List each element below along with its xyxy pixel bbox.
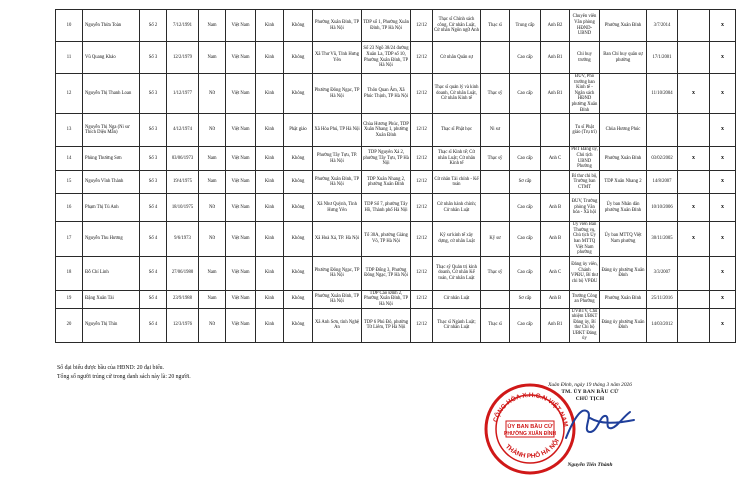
table-cell: 17 bbox=[56, 222, 83, 257]
table-cell: Anh B bbox=[541, 290, 570, 308]
table-cell: Thôn Quan Âm, Xã Phúc Thịnh, TP Hà Nội bbox=[362, 74, 411, 114]
table-cell: Nữ bbox=[199, 194, 226, 222]
table-cell: UVBTV, Chủ nhiệm UBKT Đảng ủy, Bí thư Chi bộ UBKT Đảng ủy bbox=[570, 308, 600, 343]
table-cell: Cao cấp bbox=[510, 222, 541, 257]
table-cell: Vũ Quang Khảo bbox=[83, 42, 140, 74]
table-cell: Phường Xuân Đỉnh bbox=[600, 147, 647, 171]
table-cell: Kinh bbox=[256, 147, 284, 171]
table-cell: Cử nhân Luật bbox=[433, 290, 481, 308]
table-cell: Cao cấp bbox=[510, 42, 541, 74]
table-cell: Thạc sĩ bbox=[481, 10, 510, 42]
table-cell: Việt Nam bbox=[226, 256, 256, 290]
table-cell: 1/12/1977 bbox=[167, 74, 199, 114]
table-cell: x bbox=[710, 194, 736, 222]
table-cell: Thạc sỹ Quản trị kinh doanh, Cử nhân Kế toán, Cử nhân Luật bbox=[433, 256, 481, 290]
table-cell: Số 4 bbox=[140, 222, 167, 257]
table-cell: Xã Thư Vũ, Tỉnh Hưng Yên bbox=[313, 42, 362, 74]
table-cell: Tổ 30A, phường Giảng Võ, TP Hà Nội bbox=[362, 222, 411, 257]
table-cell: Nam bbox=[199, 290, 226, 308]
table-cell: Nguyễn Thị Thìn bbox=[83, 308, 140, 343]
table-row bbox=[56, 256, 740, 290]
table-cell: Anh C bbox=[541, 256, 570, 290]
table-cell: 14 bbox=[56, 147, 83, 171]
table-cell: Phường Xuân Đỉnh, TP Hà Nội bbox=[313, 171, 362, 194]
table-cell: Ban Chỉ huy quân sự phường bbox=[600, 42, 647, 74]
table-cell: Kinh bbox=[256, 114, 284, 147]
table-cell: Nam bbox=[199, 42, 226, 74]
table-cell: Thạc sĩ quản lý và kinh doanh, Cử nhân Luật, Cử nhân Kinh tế bbox=[433, 74, 481, 114]
table-cell: Không bbox=[284, 147, 313, 171]
table-cell: 23/9/1988 bbox=[167, 290, 199, 308]
table-cell: 14/8/2007 bbox=[647, 171, 678, 194]
table-cell: Kinh bbox=[256, 308, 284, 343]
table-cell: Số 2 bbox=[140, 10, 167, 42]
table-cell: x bbox=[678, 74, 710, 114]
table-cell: 7/12/1991 bbox=[167, 10, 199, 42]
table-cell: Xã Như Quỳnh, Tỉnh Hưng Yên bbox=[313, 194, 362, 222]
table-cell: 25/11/2016 bbox=[647, 290, 678, 308]
table-cell: Phường Đông Ngạc, TP Hà Nội bbox=[313, 74, 362, 114]
table-cell bbox=[481, 290, 510, 308]
table-cell: Phường Đông Ngạc, TP Hà Nội bbox=[313, 256, 362, 290]
table-cell: Thạc sĩ Phật học bbox=[433, 114, 481, 147]
table-row bbox=[56, 308, 740, 343]
table-cell: Sơ cấp bbox=[510, 290, 541, 308]
table-cell: TDP Đống 3, Phường Đông Ngạc, TP Hà Nội bbox=[362, 256, 411, 290]
table-cell: Ni sư bbox=[481, 114, 510, 147]
table-row bbox=[56, 74, 740, 114]
table-row bbox=[56, 222, 740, 257]
table-cell bbox=[678, 42, 710, 74]
table-cell: Đỗ Chí Linh bbox=[83, 256, 140, 290]
table-cell: TDP số 1, Phường Xuân Đỉnh, TP Hà Nội bbox=[362, 10, 411, 42]
table-cell: 14/03/2012 bbox=[647, 308, 678, 343]
table-cell: 12/12 bbox=[411, 256, 433, 290]
table-cell: 12/12 bbox=[411, 290, 433, 308]
table-cell: Bí thư chi bộ, Trưởng ban CTMT bbox=[570, 171, 600, 194]
table-cell: Kỹ sư kinh tế xây dựng, cử nhân Luật bbox=[433, 222, 481, 257]
sign-role: CHỦ TỊCH bbox=[575, 396, 605, 402]
table-cell: Không bbox=[284, 308, 313, 343]
table-cell: x bbox=[710, 114, 736, 147]
table-cell: 12/12 bbox=[411, 10, 433, 42]
table-cell: Anh B bbox=[541, 222, 570, 257]
table-cell: Cao cấp bbox=[510, 74, 541, 114]
table-cell bbox=[510, 114, 541, 147]
table-cell: Không bbox=[284, 256, 313, 290]
table-cell: x bbox=[710, 42, 736, 74]
table-cell: Cao cấp bbox=[510, 194, 541, 222]
table-cell: 12/12 bbox=[411, 147, 433, 171]
table-cell: x bbox=[710, 222, 736, 257]
table-cell: Số 4 bbox=[140, 290, 167, 308]
table-cell: 3/7/2014 bbox=[647, 10, 678, 42]
table-cell: Việt Nam bbox=[226, 290, 256, 308]
table-cell: Số 3 bbox=[140, 74, 167, 114]
table-cell: Số 4 bbox=[140, 256, 167, 290]
table-cell: Xã Hòa Phú, TP Hà Nội bbox=[313, 114, 362, 147]
table-cell: Số 3 bbox=[140, 171, 167, 194]
table-cell: x bbox=[678, 222, 710, 257]
table-cell: Thạc sĩ Chính sách công, Cử nhân Luật, Cử nhân Ngôn ngữ Anh bbox=[433, 10, 481, 42]
table-cell: Đảng ủy phường Xuân Đỉnh bbox=[600, 256, 647, 290]
table-cell: Kinh bbox=[256, 171, 284, 194]
table-cell: TDP Xuân Nhang 2 bbox=[600, 171, 647, 194]
table-cell: 15 bbox=[56, 171, 83, 194]
table-cell bbox=[481, 171, 510, 194]
table-cell: TDP Nguyên Xá 2, phường Tây Tựu, TP Hà Nội bbox=[362, 147, 411, 171]
table-cell bbox=[678, 256, 710, 290]
table-cell: Cao cấp bbox=[510, 147, 541, 171]
table-cell: x bbox=[710, 74, 736, 114]
table-cell: Nam bbox=[199, 256, 226, 290]
table-cell: Nam bbox=[199, 147, 226, 171]
table-cell bbox=[678, 308, 710, 343]
table-cell: Nam bbox=[199, 171, 226, 194]
table-cell: Anh B1 bbox=[541, 42, 570, 74]
table-cell: Số 4 bbox=[140, 194, 167, 222]
table-cell: Việt Nam bbox=[226, 10, 256, 42]
table-cell: 12/3/1976 bbox=[167, 308, 199, 343]
table-cell: Ủy viên Ban Thường vụ, Chủ tịch Ủy ban MTTQ Việt Nam phường bbox=[570, 222, 600, 257]
table-cell: Việt Nam bbox=[226, 114, 256, 147]
table-cell: Không bbox=[284, 42, 313, 74]
table-cell bbox=[541, 171, 570, 194]
table-cell: Ủy ban MTTQ Việt Nam phường bbox=[600, 222, 647, 257]
table-cell: Đảng ủy viên, Chánh VPĐU, Bí thư chi bộ VPĐU bbox=[570, 256, 600, 290]
table-cell: Trưởng Công an Phường bbox=[570, 290, 600, 308]
table-cell: Thạc sỹ bbox=[481, 256, 510, 290]
table-cell: Nữ bbox=[199, 74, 226, 114]
table-cell: Sơ cấp bbox=[510, 171, 541, 194]
table-cell: Chùa Hương Phúc bbox=[600, 114, 647, 147]
table-cell: Việt Nam bbox=[226, 171, 256, 194]
table-cell: Chuyên viên Văn phòng HĐND-UBND bbox=[570, 10, 600, 42]
table-cell: x bbox=[710, 171, 736, 194]
signer-name: Nguyễn Tiến Thành bbox=[567, 462, 613, 468]
table-cell: Kinh bbox=[256, 222, 284, 257]
table-cell: Kinh bbox=[256, 74, 284, 114]
table-cell: Không bbox=[284, 74, 313, 114]
table-cell: x bbox=[710, 147, 736, 171]
table-cell: Phường Tây Tựu, TP. Hà Nội bbox=[313, 147, 362, 171]
table-cell: Đặng Xuân Tài bbox=[83, 290, 140, 308]
table-cell: Nữ bbox=[199, 114, 226, 147]
table-cell: 10/10/2006 bbox=[647, 194, 678, 222]
svg-text:PHƯỜNG XUÂN ĐỈNH: PHƯỜNG XUÂN ĐỈNH bbox=[503, 431, 557, 437]
table-cell: Việt Nam bbox=[226, 147, 256, 171]
table-cell: Thạc sĩ bbox=[481, 308, 510, 343]
table-cell: Trung cấp bbox=[510, 10, 541, 42]
table-cell bbox=[647, 114, 678, 147]
table-cell: x bbox=[710, 290, 736, 308]
table-cell: 12/12 bbox=[411, 308, 433, 343]
table-cell: ĐUV, Trưởng phòng Văn hóa - Xã hội bbox=[570, 194, 600, 222]
table-cell: Phật giáo bbox=[284, 114, 313, 147]
table-cell: 13 bbox=[56, 114, 83, 147]
table-cell: 19/4/1975 bbox=[167, 171, 199, 194]
table-cell: Xã Hoà Xá, TP. Hà Nội bbox=[313, 222, 362, 257]
table-cell: x bbox=[710, 308, 736, 343]
table-cell: Kinh bbox=[256, 10, 284, 42]
table-cell: 9/6/1973 bbox=[167, 222, 199, 257]
table-row bbox=[56, 171, 740, 194]
table-cell: Việt Nam bbox=[226, 42, 256, 74]
table-cell: Việt Nam bbox=[226, 222, 256, 257]
table-cell: Việt Nam bbox=[226, 308, 256, 343]
table-row bbox=[56, 114, 740, 147]
table-cell: 11 bbox=[56, 42, 83, 74]
table-cell: 12/12 bbox=[411, 194, 433, 222]
table-cell: x bbox=[678, 147, 710, 171]
table-cell: Không bbox=[284, 10, 313, 42]
table-cell: Chỉ huy trưởng bbox=[570, 42, 600, 74]
sign-org: TM. ỦY BAN BẦU CỬ bbox=[561, 389, 619, 395]
table-cell: ĐUV, Phó trưởng ban Kinh tế - Ngân sách HĐND phường Xuân Đỉnh bbox=[570, 74, 600, 114]
table-cell: TDP Xuân Nhang 2, phường Xuân Đỉnh bbox=[362, 171, 411, 194]
table-cell: 17/1/2001 bbox=[647, 42, 678, 74]
table-cell: Nguyễn Thị Nga (Ni sư Thích Diệu Mẫn) bbox=[83, 114, 140, 147]
table-cell: Thạc sĩ Ngành Luật; Cử nhân Luật bbox=[433, 308, 481, 343]
table-cell: x bbox=[678, 194, 710, 222]
table-cell bbox=[481, 194, 510, 222]
table-cell: Anh B1 bbox=[541, 74, 570, 114]
table-cell: Phường Xuân Đỉnh, TP Hà Nội bbox=[313, 10, 362, 42]
table-cell: 19 bbox=[56, 290, 83, 308]
table-cell: Đảng ủy phường Xuân Đỉnh bbox=[600, 308, 647, 343]
table-cell: Cử nhân Tài chính - Kế toán bbox=[433, 171, 481, 194]
table-cell: Kinh bbox=[256, 42, 284, 74]
note-delegates: Số đại biểu được bầu của HĐND: 20 đại biểu. bbox=[57, 365, 164, 371]
table-cell: Số 3 bbox=[140, 147, 167, 171]
table-cell: Phường Xuân Đỉnh bbox=[600, 290, 647, 308]
table-cell: Cử nhân hành chính; Cử nhân Luật bbox=[433, 194, 481, 222]
note-candidates: Tổng số người trúng cử trong danh sách này là: 20 người. bbox=[57, 374, 191, 380]
table-row bbox=[56, 10, 740, 42]
table-cell bbox=[678, 114, 710, 147]
table-cell: Phường Xuân Đỉnh, TP Hà Nội bbox=[313, 290, 362, 308]
table-row bbox=[56, 194, 740, 222]
table-cell: Tu sĩ Phật giáo (Trụ trì) bbox=[570, 114, 600, 147]
table-cell: Kỹ sư bbox=[481, 222, 510, 257]
svg-text:CỘNG HÒA X.H.C.N VIỆT NAM: CỘNG HÒA X.H.C.N VIỆT NAM bbox=[492, 391, 569, 428]
table-cell: 03/06/1973 bbox=[167, 147, 199, 171]
table-cell: Nguyễn Vĩnh Thành bbox=[83, 171, 140, 194]
table-cell: Số 4 bbox=[140, 308, 167, 343]
table-cell: TDP Số 7, phường Tây Hồ, Thành phố Hà Nội bbox=[362, 194, 411, 222]
table-cell: Kinh bbox=[256, 290, 284, 308]
table-cell: Nguyễn Thừa Toàn bbox=[83, 10, 140, 42]
table-cell: Xã Anh Sơn, tỉnh Nghệ An bbox=[313, 308, 362, 343]
table-cell: 27/06/1980 bbox=[167, 256, 199, 290]
table-cell: 16 bbox=[56, 194, 83, 222]
table-cell: 30/11/2005 bbox=[647, 222, 678, 257]
table-cell: 11/10/2004 bbox=[647, 74, 678, 114]
table-cell: Việt Nam bbox=[226, 194, 256, 222]
table-cell bbox=[678, 290, 710, 308]
table-cell bbox=[678, 10, 710, 42]
table-cell: Nguyễn Thu Hương bbox=[83, 222, 140, 257]
table-cell: Việt Nam bbox=[226, 74, 256, 114]
table-cell: Phường Xuân Đỉnh bbox=[600, 10, 647, 42]
table-cell: 12/12 bbox=[411, 171, 433, 194]
svg-text:THÀNH PHỐ HÀ NỘI: THÀNH PHỐ HÀ NỘI bbox=[503, 437, 561, 460]
table-cell: 12/12 bbox=[411, 114, 433, 147]
table-cell: Thạc sĩ Kinh tế; Cử nhân Luật; Cử nhân Kinh tế bbox=[433, 147, 481, 171]
table-cell: Nữ bbox=[199, 222, 226, 257]
table-cell: 12/2/1979 bbox=[167, 42, 199, 74]
table-cell: Thạc sỹ bbox=[481, 147, 510, 171]
table-cell: 18/10/1975 bbox=[167, 194, 199, 222]
table-cell bbox=[600, 74, 647, 114]
table-cell: 18 bbox=[56, 256, 83, 290]
candidate-table bbox=[55, 9, 740, 343]
table-cell: Cử nhân Quân sự bbox=[433, 42, 481, 74]
document-notes bbox=[57, 364, 191, 382]
table-cell: Anh B bbox=[541, 194, 570, 222]
table-cell: Không bbox=[284, 194, 313, 222]
table-cell: Không bbox=[284, 171, 313, 194]
table-cell: PBT Đảng ủy, Chủ tịch UBND Phường bbox=[571, 147, 598, 170]
table-cell: Kinh bbox=[256, 256, 284, 290]
table-row bbox=[56, 290, 740, 308]
table-cell: 12 bbox=[56, 74, 83, 114]
table-cell bbox=[541, 114, 570, 147]
table-row bbox=[56, 147, 740, 171]
table-cell: 20 bbox=[56, 308, 83, 343]
table-cell: Anh C bbox=[541, 147, 570, 171]
table-cell: Cao cấp bbox=[510, 256, 541, 290]
table-cell: Số 3 bbox=[140, 42, 167, 74]
table-cell: Nam bbox=[199, 10, 226, 42]
table-cell: TDP Cáo Đỉnh 2, Phường Xuân Đỉnh, TP Hà Nội bbox=[362, 290, 411, 308]
table-cell: 12/12 bbox=[411, 74, 433, 114]
table-cell: Số 3 bbox=[140, 114, 167, 147]
table-cell: Kinh bbox=[256, 194, 284, 222]
table-cell: x bbox=[710, 256, 736, 290]
table-cell: Anh B1 bbox=[541, 308, 570, 343]
table-cell: Nguyễn Thị Thanh Loan bbox=[83, 74, 140, 114]
handwritten-signature bbox=[560, 398, 640, 456]
table-row bbox=[56, 42, 740, 74]
table-cell: Không bbox=[284, 222, 313, 257]
table-cell: Phùng Thường Sơn bbox=[83, 147, 140, 171]
table-cell: Chùa Hương Phúc, TDP Xuân Nhang 1, phường Xuân Đỉnh bbox=[362, 114, 411, 147]
table-cell: TDP 6 Phú Đô, phường Từ Liêm, TP Hà Nội bbox=[362, 308, 411, 343]
table-cell bbox=[481, 42, 510, 74]
table-cell: Phạm Thị Tú Anh bbox=[83, 194, 140, 222]
table-cell: Số 23 Ngõ 38/24 đường Xuân La, TDP số 10, Phường Xuân Đỉnh, TP Hà Nội bbox=[362, 42, 411, 74]
table-cell: 10 bbox=[56, 10, 83, 42]
table-cell: Cao cấp bbox=[510, 308, 541, 343]
table-cell: Nữ bbox=[199, 308, 226, 343]
table-cell: 12/12 bbox=[411, 42, 433, 74]
table-cell: Ủy ban Nhân dân phường Xuân Đỉnh bbox=[600, 194, 647, 222]
table-cell: Không bbox=[284, 290, 313, 308]
table-cell: 3/3/2007 bbox=[647, 256, 678, 290]
svg-text:ỦY BAN BẦU CỬ: ỦY BAN BẦU CỬ bbox=[507, 424, 553, 430]
table-cell bbox=[678, 171, 710, 194]
table-cell: Thạc sỹ bbox=[481, 74, 510, 114]
table-cell: Anh B2 bbox=[541, 10, 570, 42]
table-cell: 12/12 bbox=[411, 222, 433, 257]
table-cell: 4/12/1974 bbox=[167, 114, 199, 147]
table-cell: 03/02/2002 bbox=[647, 147, 678, 171]
sign-place-date: Xuân Đỉnh, ngày 19 tháng 3 năm 2026 bbox=[548, 382, 632, 388]
table-cell: x bbox=[710, 10, 736, 42]
